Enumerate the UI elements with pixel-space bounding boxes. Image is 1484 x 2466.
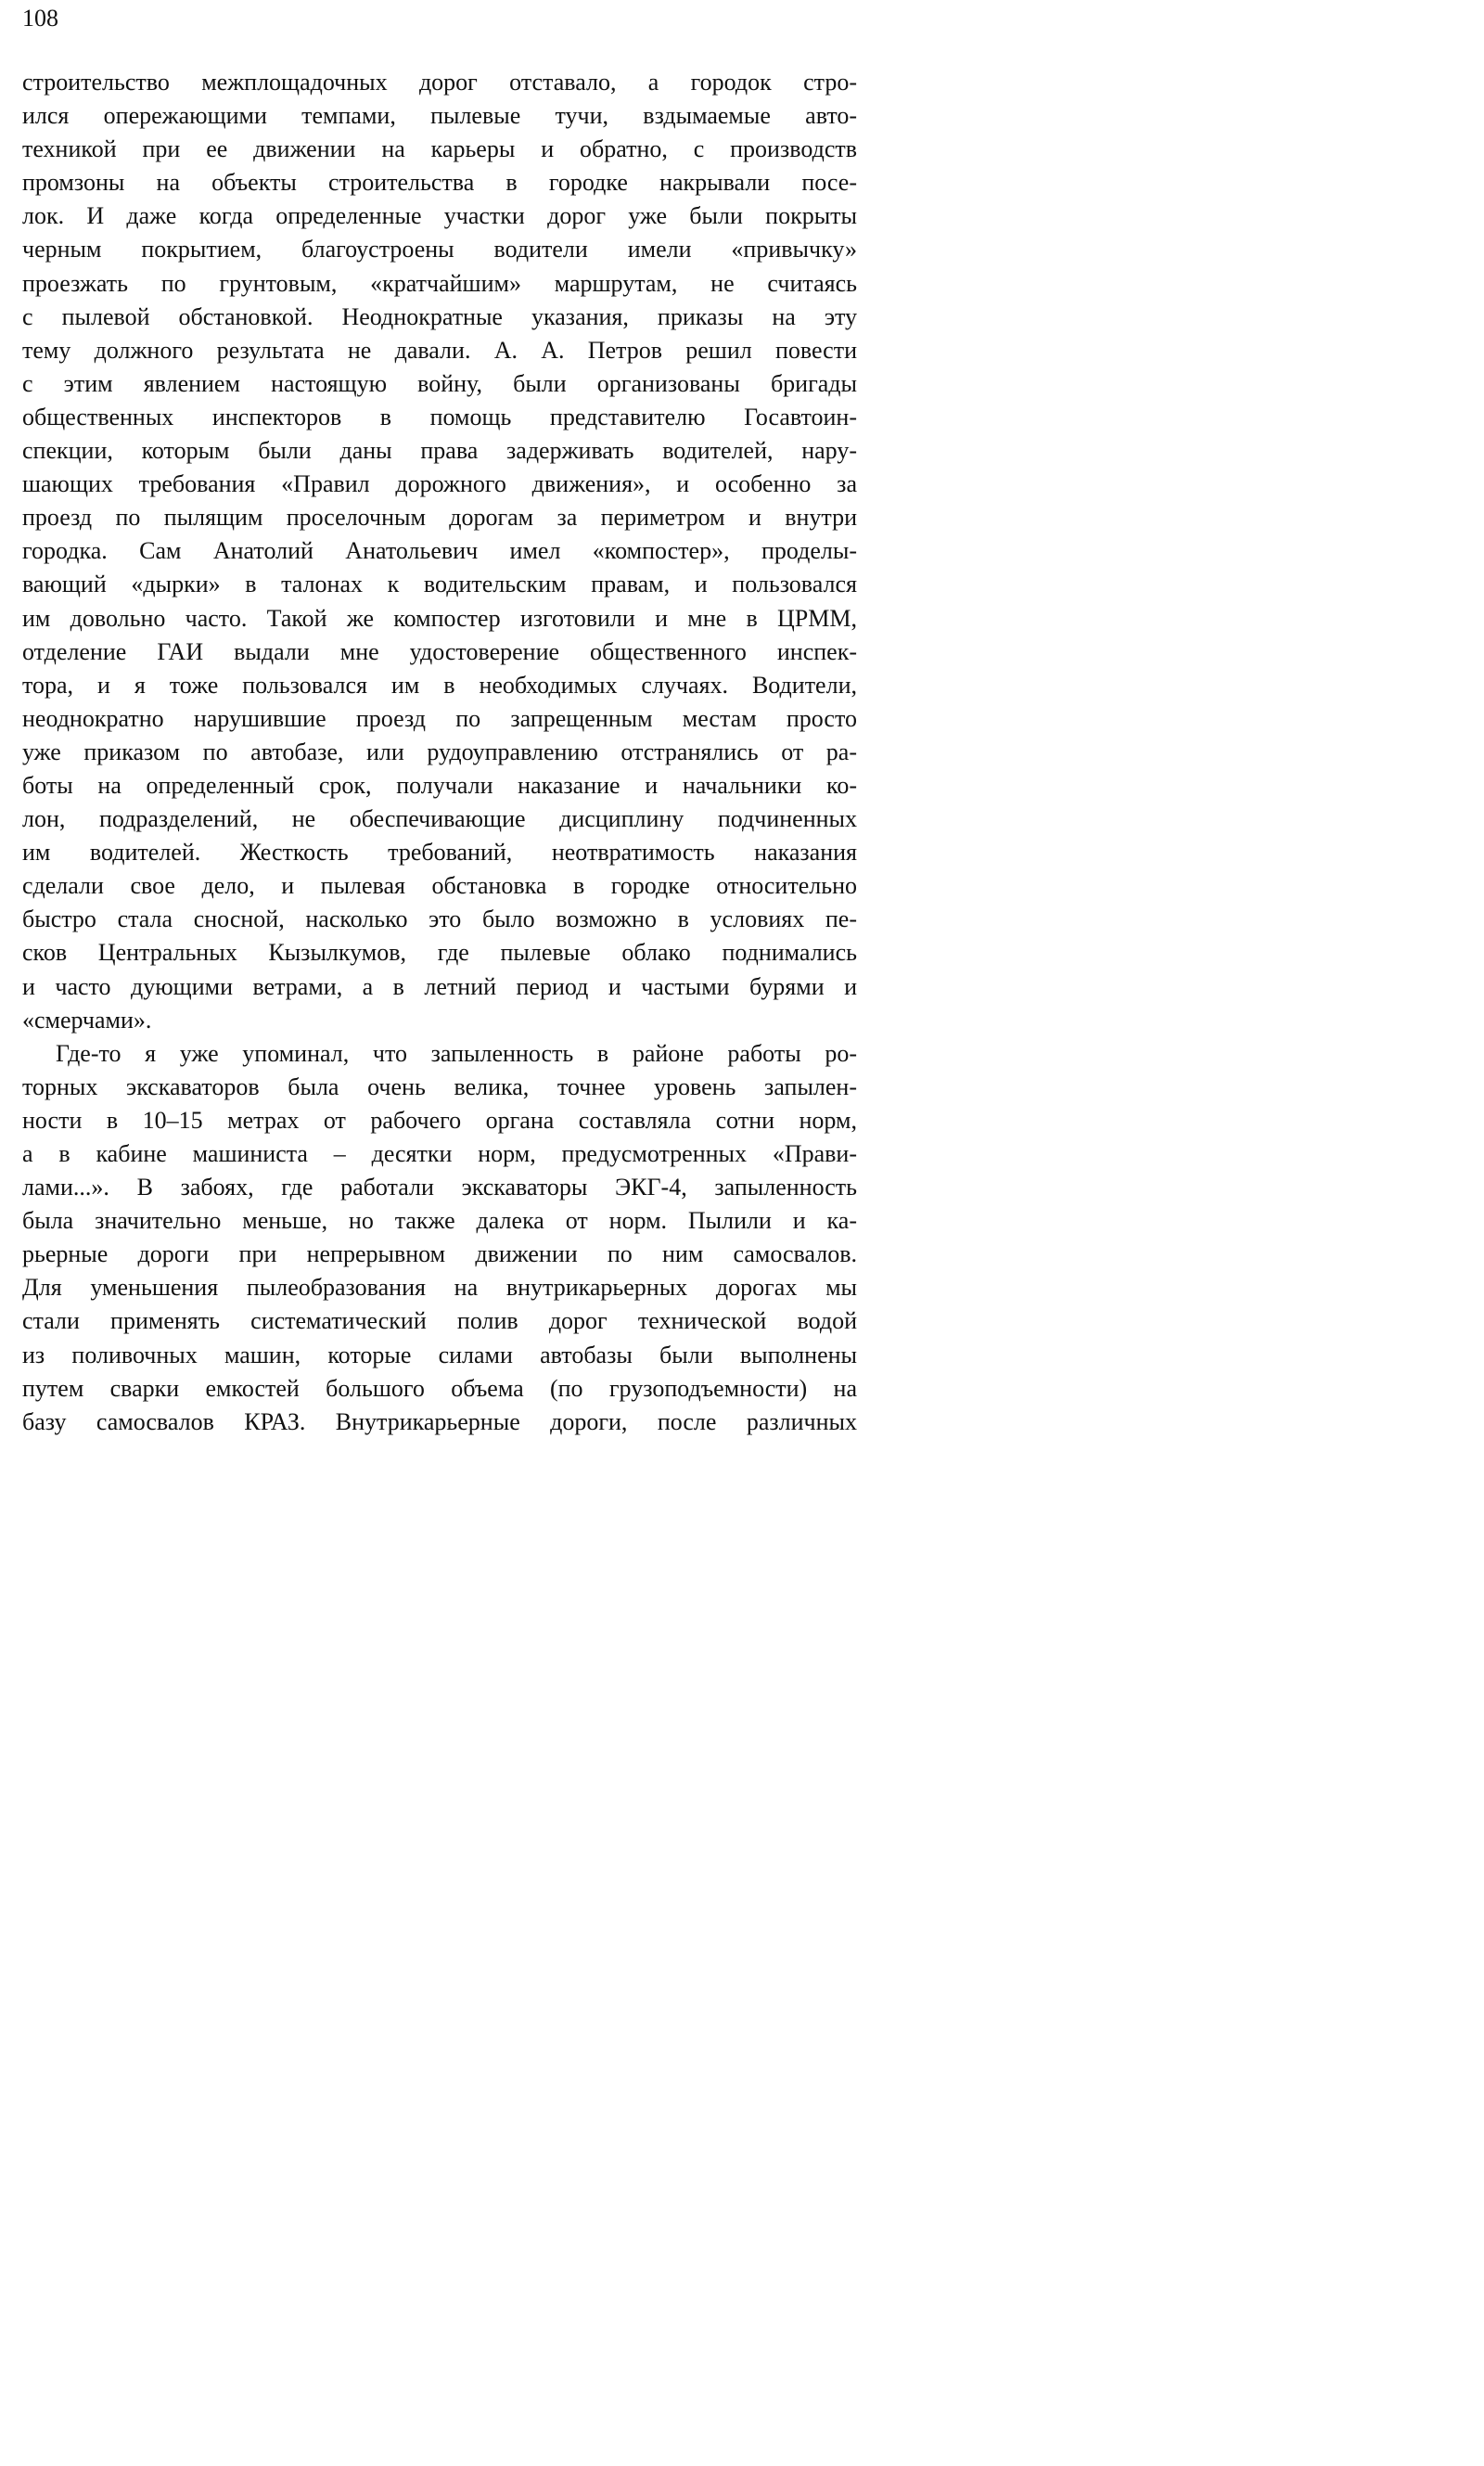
text-line: рьерные дороги при непрерывном движении по ним самосвалов.: [22, 1240, 857, 1268]
text-line: лон, подразделений, не обеспечивающие дисциплину подчиненных: [22, 805, 857, 833]
text-line: городка. Сам Анатолий Анатольевич имел «компостер», проделы-: [22, 537, 857, 565]
body-text: [22, 66, 857, 1439]
page-number: 108: [22, 5, 58, 32]
text-line: общественных инспекторов в помощь представителю Госавтоин-: [22, 403, 857, 430]
text-line: сков Центральных Кызылкумов, где пылевые облако поднимались: [22, 939, 857, 967]
text-line: строительство межплощадочных дорог отставало, а городок стро-: [22, 69, 857, 96]
text-line: с пылевой обстановкой. Неоднократные указания, приказы на эту: [22, 302, 857, 330]
text-line: тему должного результата не давали. А. А. Петров решил повести: [22, 336, 857, 364]
text-line: ился опережающими темпами, пылевые тучи, вздымаемые авто-: [22, 102, 857, 130]
text-line: Для уменьшения пылеобразования на внутрикарьерных дорогах мы: [22, 1274, 857, 1302]
text-line: шающих требования «Правил дорожного движения», и особенно за: [22, 470, 857, 498]
text-line: быстро стала сносной, насколько это было возможно в условиях пе-: [22, 905, 857, 933]
text-line: неоднократно нарушившие проезд по запрещенным местам просто: [22, 704, 857, 732]
text-line: и часто дующими ветрами, а в летний период и частыми бурями и: [22, 972, 857, 1000]
text-line: им водителей. Жесткость требований, неотвратимость наказания: [22, 839, 857, 867]
text-line: уже приказом по автобазе, или рудоуправлению отстранялись от ра-: [22, 738, 857, 765]
text-line: стали применять систематический полив дорог технической водой: [22, 1307, 857, 1335]
text-line: лок. И даже когда определенные участки дорог уже были покрыты: [22, 202, 857, 230]
text-line: была значительно меньше, но также далека от норм. Пылили и ка-: [22, 1207, 857, 1235]
text-line: «смерчами».: [22, 1006, 152, 1034]
paragraph: [22, 1037, 857, 1439]
text-line: боты на определенный срок, получали наказание и начальники ко-: [22, 771, 857, 799]
text-line: вающий «дырки» в талонах к водительским правам, и пользовался: [22, 571, 857, 598]
text-line: ности в 10–15 метрах от рабочего органа составляла сотни норм,: [22, 1106, 857, 1134]
text-line: лами...». В забоях, где работали экскаваторы ЭКГ-4, запыленность: [22, 1174, 857, 1201]
text-line: тора, и я тоже пользовался им в необходимых случаях. Водители,: [22, 671, 857, 699]
text-line: сделали свое дело, и пылевая обстановка в городке относительно: [22, 872, 857, 900]
text-line: промзоны на объекты строительства в городке накрывали посе-: [22, 169, 857, 197]
paragraph: [22, 66, 857, 1037]
text-line: проезжать по грунтовым, «кратчайшим» маршрутам, не считаясь: [22, 269, 857, 297]
text-line: отделение ГАИ выдали мне удостоверение общественного инспек-: [22, 637, 857, 665]
text-line: путем сварки емкостей большого объема (по грузоподъемности) на: [22, 1374, 857, 1402]
text-line: базу самосвалов КРАЗ. Внутрикарьерные дороги, после различных: [22, 1407, 857, 1435]
text-line: торных экскаваторов была очень велика, точнее уровень запылен-: [22, 1072, 857, 1100]
text-line: проезд по пылящим проселочным дорогам за периметром и внутри: [22, 504, 857, 532]
text-line: им довольно часто. Такой же компостер изготовили и мне в ЦРММ,: [22, 604, 857, 632]
text-line: черным покрытием, благоустроены водители имели «привычку»: [22, 236, 857, 263]
text-line: Где-то я уже упоминал, что запыленность в районе работы ро-: [56, 1039, 857, 1067]
document-page: [0, 0, 883, 1468]
text-line: спекции, которым были даны права задерживать водителей, нару-: [22, 437, 857, 465]
text-line: а в кабине машиниста – десятки норм, предусмотренных «Прави-: [22, 1140, 857, 1167]
text-line: техникой при ее движении на карьеры и обратно, с производств: [22, 135, 857, 163]
text-line: с этим явлением настоящую войну, были организованы бригады: [22, 369, 857, 397]
text-line: из поливочных машин, которые силами автобазы были выполнены: [22, 1341, 857, 1368]
